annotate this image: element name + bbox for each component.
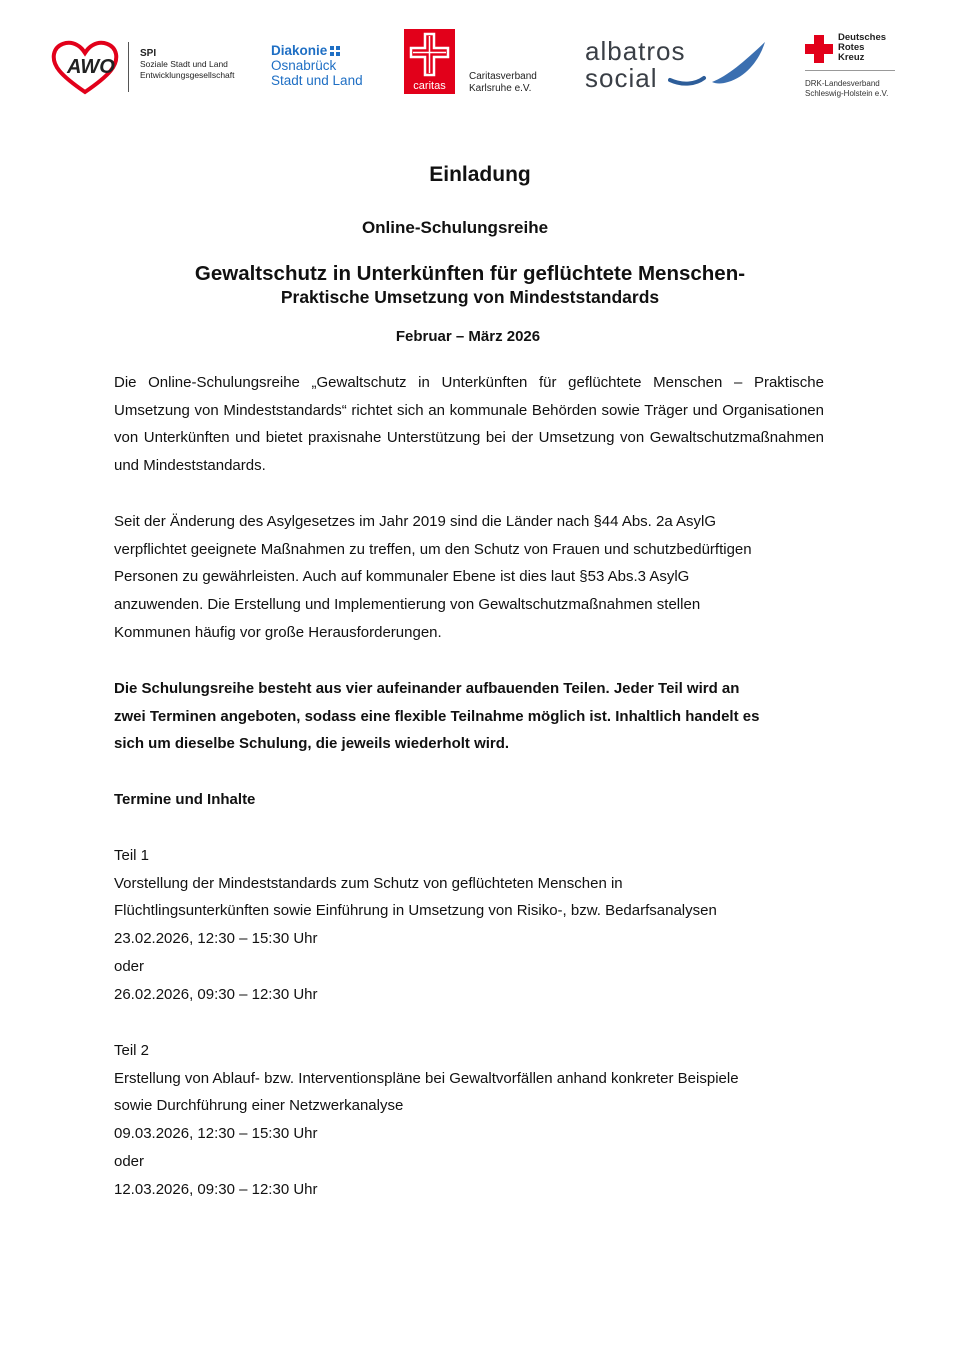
caritas-line2: Karlsruhe e.V. bbox=[469, 83, 532, 94]
logo-divider bbox=[128, 42, 129, 92]
spi-logo bbox=[140, 48, 235, 81]
page-title: Einladung bbox=[429, 163, 531, 186]
spi-line1: Soziale Stadt und Land bbox=[140, 59, 228, 69]
part-date: 12.03.2026, 09:30 – 12:30 Uhr bbox=[114, 1180, 318, 1198]
logo-header bbox=[0, 0, 960, 110]
part-description: Vorstellung der Mindeststandards zum Schutz von geflüchteten Menschen in bbox=[114, 874, 623, 892]
series-label: Online-Schulungsreihe bbox=[361, 218, 549, 237]
caritas-logo bbox=[404, 29, 455, 94]
caritas-cross-icon bbox=[409, 32, 450, 77]
part-date: 26.02.2026, 09:30 – 12:30 Uhr bbox=[114, 985, 318, 1003]
drk-name1: Deutsches bbox=[838, 32, 887, 43]
law-line: Personen zu gewährleisten. Auch auf kommunaler Ebene ist dies laut §53 Abs.3 AsylG bbox=[114, 568, 690, 586]
law-paragraph bbox=[114, 508, 824, 647]
caritas-text bbox=[469, 71, 537, 95]
main-title: Gewaltschutz in Unterkünften für geflüchtete Menschen- bbox=[194, 262, 746, 285]
structure-line: sich um dieselbe Schulung, die jeweils wiederholt wird. bbox=[114, 735, 510, 753]
period-label: Februar – März 2026 bbox=[395, 328, 541, 345]
caritas-line1: Caritasverband bbox=[469, 71, 537, 82]
structure-paragraph bbox=[114, 675, 824, 758]
structure-line: Die Schulungsreihe besteht aus vier aufeinander aufbauenden Teilen. Jeder Teil wird an bbox=[114, 680, 740, 697]
albatros-line1: albatros bbox=[585, 36, 686, 66]
part-description: sowie Durchführung einer Netzwerkanalyse bbox=[114, 1097, 404, 1115]
law-line: anzuwenden. Die Erstellung und Implementierung von Gewaltschutzmaßnahmen stellen bbox=[114, 596, 701, 614]
intro-paragraph: Die Online-Schulungsreihe „Gewaltschutz in Unterkünften für geflüchtete Menschen – Praktische Umsetzung von Mindeststandards“ richtet sich an kommunale Behörden sowie Träger und Organisationen von Unterkünften und bietet praxisnahe Unterstützung bei der Umsetzung von Gewaltschutzmaßnahmen und Mindeststandards. bbox=[114, 374, 824, 475]
spi-line2: Entwicklungsgesellschaft bbox=[140, 70, 235, 80]
drk-name3: Kreuz bbox=[838, 52, 865, 63]
albatros-line2: social bbox=[585, 63, 658, 93]
schedule-heading: Termine und Inhalte bbox=[114, 791, 256, 808]
main-subtitle: Praktische Umsetzung von Mindeststandards bbox=[280, 287, 660, 307]
drk-name2: Rotes bbox=[838, 42, 865, 53]
law-line: Seit der Änderung des Asylgesetzes im Jahr 2019 sind die Länder nach §44 Abs. 2a AsylG bbox=[114, 513, 717, 530]
diakonie-line1: Osnabrück bbox=[271, 58, 337, 73]
drk-name bbox=[838, 33, 886, 63]
structure-line: zwei Terminen angeboten, sodass eine flexible Teilnahme möglich ist. Inhaltlich handelt es bbox=[114, 707, 760, 725]
part-or: oder bbox=[114, 957, 145, 975]
part-date: 09.03.2026, 12:30 – 15:30 Uhr bbox=[114, 1125, 318, 1143]
part-label: Teil 2 bbox=[114, 1042, 150, 1059]
diakonie-line2: Stadt und Land bbox=[271, 73, 363, 88]
drk-sub2: Schleswig-Holstein e.V. bbox=[805, 89, 889, 98]
diakonie-squares-icon bbox=[330, 46, 340, 56]
diakonie-logo bbox=[271, 43, 363, 88]
part-block bbox=[114, 842, 834, 1008]
part-date: 23.02.2026, 12:30 – 15:30 Uhr bbox=[114, 930, 318, 948]
part-or: oder bbox=[114, 1152, 145, 1170]
part-label: Teil 1 bbox=[114, 847, 150, 864]
diakonie-name: Diakonie bbox=[271, 43, 328, 58]
drk-sub1: DRK-Landesverband bbox=[805, 79, 880, 88]
drk-cross-icon bbox=[805, 35, 833, 63]
law-line: verpflichtet geeignete Maßnahmen zu treffen, um den Schutz von Frauen und schutzbedürftigen bbox=[114, 540, 752, 558]
law-line: Kommunen häufig vor große Herausforderungen. bbox=[114, 623, 442, 641]
awo-wordmark: AWO bbox=[67, 56, 115, 78]
part-description: Erstellung von Ablauf- bzw. Interventionspläne bei Gewaltvorfällen anhand konkreter Beispiele bbox=[114, 1069, 739, 1087]
drk-sub bbox=[805, 79, 888, 99]
drk-divider bbox=[805, 70, 895, 71]
part-description: Flüchtlingsunterkünften sowie Einführung in Umsetzung von Risiko-, bzw. Bedarfsanalysen bbox=[114, 902, 717, 920]
caritas-word: caritas bbox=[413, 80, 446, 92]
albatros-bird-icon bbox=[668, 38, 768, 93]
spi-head: SPI bbox=[140, 48, 157, 59]
part-block bbox=[114, 1037, 834, 1203]
